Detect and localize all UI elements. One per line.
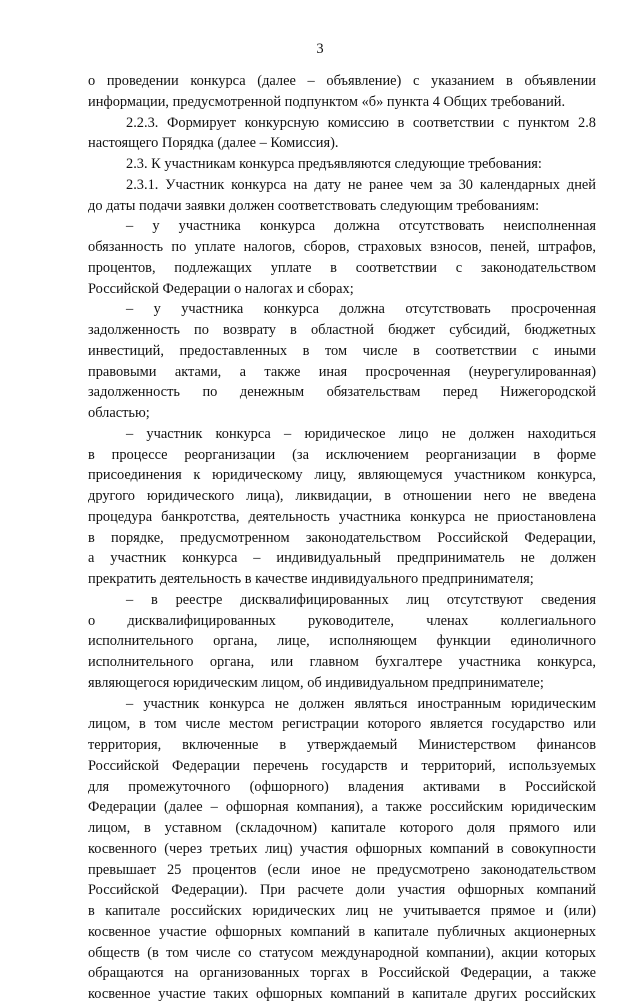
text-line: процедура банкротства, деятельность участника конкурса не приостановлена [88,508,596,525]
text-line: – у участника конкурса должна отсутствовать просроченная [126,301,596,318]
text-line: Российской Федерации). При расчете доли участия офшорных компаний [88,882,596,899]
text-line: 2.3.1. Участник конкурса на дату не ранее чем за 30 календарных дней [126,176,596,193]
text-line: до даты подачи заявки должен соответствовать следующим требованиям: [88,197,540,214]
text-line: о проведении конкурса (далее – объявление) с указанием в объявлении [88,73,596,89]
text-line: – участник конкурса не должен являться иностранным юридическим [126,695,596,712]
text-line: являющегося юридическим лицом, об индивидуальном предпринимателе; [88,674,544,691]
text-line: в порядке, предусмотренном законодательством Российской Федерации, [88,529,596,546]
document-body [88,71,596,1005]
text-line: превышает 25 процентов (если иное не предусмотрено законодательством [88,861,596,878]
text-line: обществ (в том числе со статусом международной компании), акции которых [88,944,596,961]
text-line: другого юридического лица), ликвидации, в отношении него не введена [88,488,596,504]
text-line: настоящего Порядка (далее – Комиссия). [88,135,339,152]
text-line: в процессе реорганизации (за исключением реорганизации в форме [88,446,596,463]
page-number: 3 [316,41,324,57]
text-line: в капитале российских юридических лиц не учитывается прямое и (или) [88,903,596,919]
text-line: косвенное участие таких офшорных компаний в капитале других российских [88,986,596,1002]
text-line: Российской Федерации перечень государств и территорий, используемых [88,757,596,774]
text-line: Федерации (далее – офшорная компания), а также российским юридическим [88,799,596,816]
text-line: задолженность по денежным обязательствам перед Нижегородской [88,384,596,401]
text-line: исполнительного органа, лице, исполняющем функции единоличного [88,633,596,650]
text-line: задолженность по возврату в областной бюджет субсидий, бюджетных [88,322,596,338]
text-line: о дисквалифицированных руководителе, членах коллегиального [88,612,596,629]
text-line: лицом, в уставном (складочном) капитале которого доля прямого или [88,820,596,836]
text-line: исполнительного органа, или главном бухгалтере участника конкурса, [88,654,596,670]
text-line: обращаются на организованных торгах в Российской Федерации, а также [88,965,596,982]
text-line: для промежуточного (офшорного) владения активами в Российской [88,778,596,795]
text-line: Российской Федерации о налогах и сборах; [88,280,354,297]
text-line: 2.2.3. Формирует конкурсную комиссию в соответствии с пунктом 2.8 [126,114,596,131]
text-line: а участник конкурса – индивидуальный предприниматель не должен [88,550,596,567]
text-line: – участник конкурса – юридическое лицо не должен находиться [126,425,596,442]
text-line: обязанность по уплате налогов, сборов, страховых взносов, пеней, штрафов, [88,239,596,255]
text-line: прекратить деятельность в качестве индивидуального предпринимателя; [88,571,534,587]
text-line: информации, предусмотренной подпунктом «б» пункта 4 Общих требований. [88,93,566,110]
text-line: косвенного (через третьих лиц) участия офшорных компаний в совокупности [88,840,596,857]
text-line: 2.3. К участникам конкурса предъявляются следующие требования: [126,156,542,172]
text-line: областью; [88,405,150,421]
text-line: косвенное участие офшорных компаний в капитале публичных акционерных [88,923,596,940]
text-line: – у участника конкурса должна отсутствовать неисполненная [126,218,596,235]
text-line: инвестиций, предоставленных в том числе в соответствии с иными [88,342,596,359]
text-line: – в реестре дисквалифицированных лиц отсутствуют сведения [126,591,596,608]
text-line: присоединения к юридическому лицу, являющемуся участником конкурса, [88,467,596,484]
text-line: правовыми актами, а также иная просроченная (неурегулированная) [88,363,596,380]
text-line: лицом, в том числе местом регистрации которого является государство или [88,716,596,733]
text-line: процентов, подлежащих уплате в соответствии с законодательством [88,259,596,276]
text-line: территория, включенные в утверждаемый Министерством финансов [88,737,596,753]
